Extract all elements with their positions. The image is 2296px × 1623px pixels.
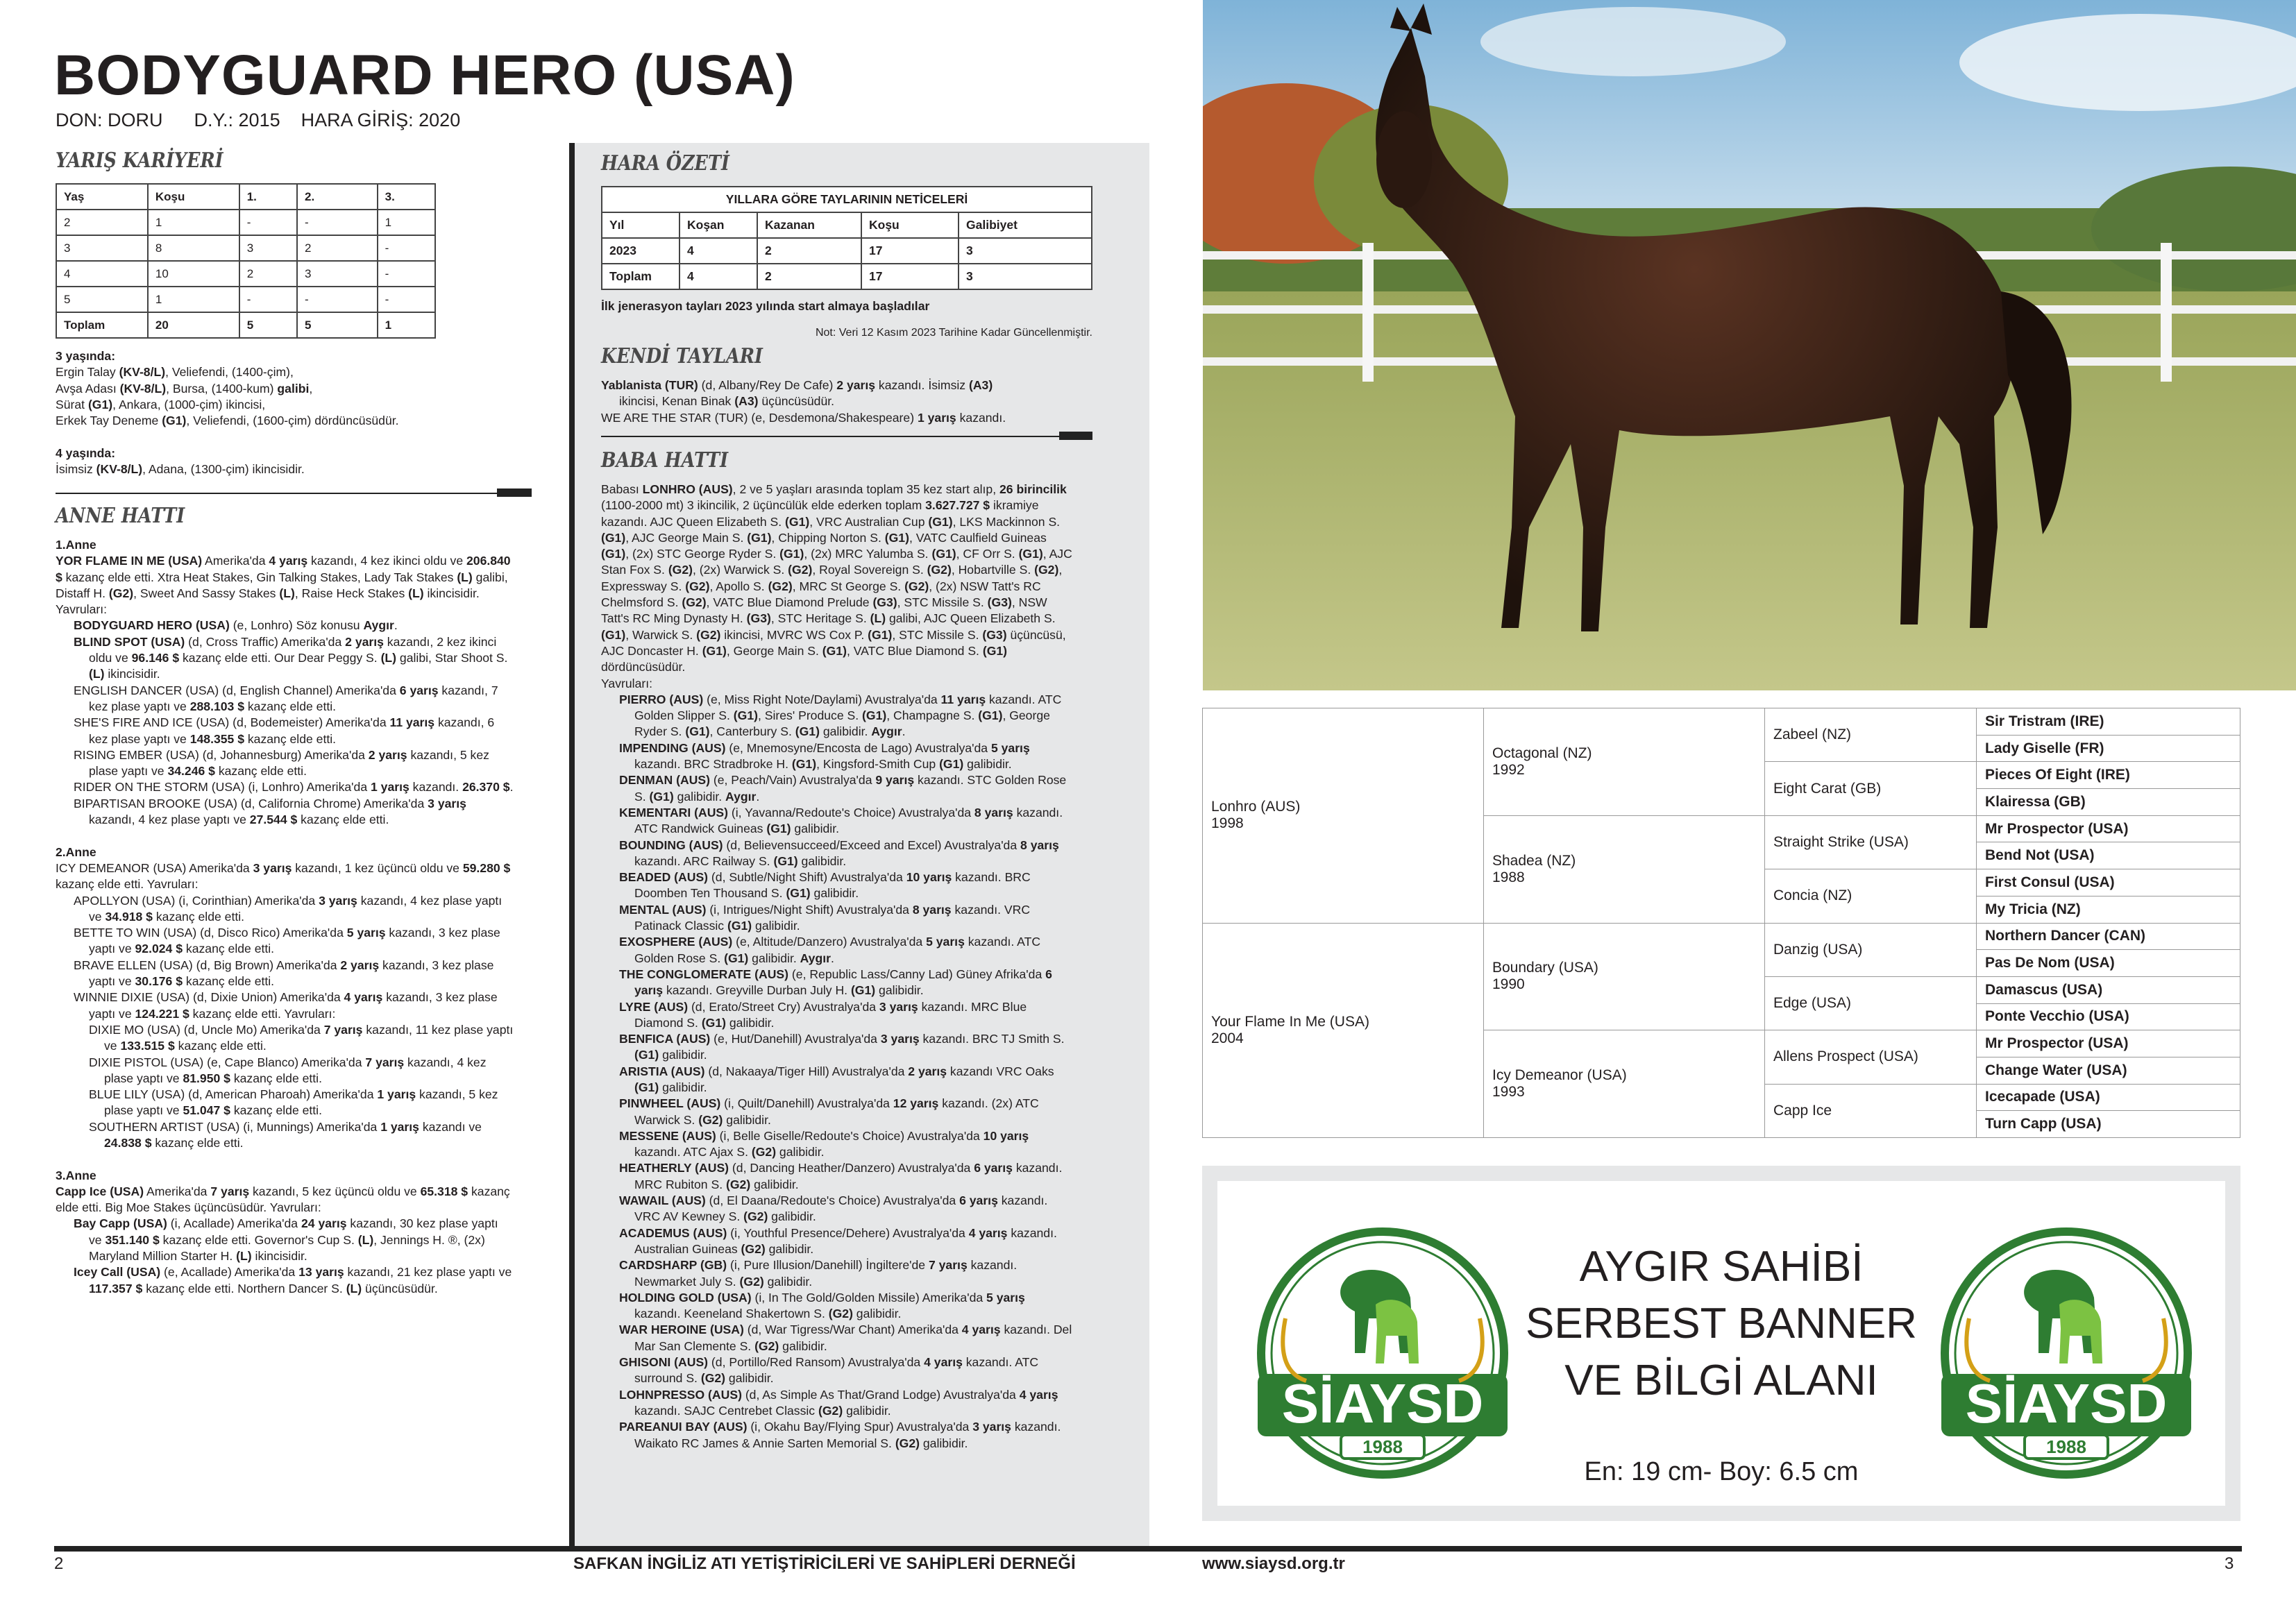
pedigree-gen4: My Tricia (NZ) xyxy=(1977,896,2240,923)
pedigree-gen4: Klairessa (GB) xyxy=(1977,789,2240,816)
table-row: 4 10 2 3 - xyxy=(56,261,435,287)
pedigree-gen1-dam: Your Flame In Me (USA) 2004 xyxy=(1203,923,1484,1138)
pedigree-gen4: Northern Dancer (CAN) xyxy=(1977,923,2240,950)
pedigree-gen4: Change Water (USA) xyxy=(1977,1057,2240,1084)
pedigree-gen4: Mr Prospector (USA) xyxy=(1977,1030,2240,1057)
pedigree-gen1-sire: Lonhro (AUS) 1998 xyxy=(1203,708,1484,924)
svg-text:SİAYSD: SİAYSD xyxy=(1281,1373,1484,1434)
pedigree-gen4: Pas De Nom (USA) xyxy=(1977,950,2240,977)
table-row: Toplam 4 2 17 3 xyxy=(602,264,1092,289)
banner-text: AYGIR SAHİBİ SERBEST BANNER VE BİLGİ ALANI xyxy=(1526,1243,1917,1404)
table-row: 2023 4 2 17 3 xyxy=(602,238,1092,264)
svg-text:1988: 1988 xyxy=(2046,1436,2086,1457)
banner-size: En: 19 cm- Boy: 6.5 cm xyxy=(1584,1457,1859,1486)
pedigree-gen3: Concia (NZ) xyxy=(1765,869,1977,923)
first-gen-note: İlk jenerasyon tayları 2023 yılında start almaya başladılar xyxy=(601,299,930,313)
divider xyxy=(601,436,1092,437)
stud-table: YILLARA GÖRE TAYLARININ NETİCELERİ Yıl Koşan Kazanan Koşu Galibiyet 2023 4 2 17 3 Toplam 4 2 17 3 xyxy=(601,186,1092,290)
note-line: 3 yaşında: xyxy=(56,349,116,363)
pedigree-gen3: Capp Ice xyxy=(1765,1084,1977,1137)
note-line: Sürat (G1), Ankara, (1000-çim) ikincisi, xyxy=(56,397,266,411)
page-number-left: 2 xyxy=(54,1554,64,1573)
dam-line-text: 1.Anne YOR FLAME IN ME (USA) Amerika'da 4 yarış kazandı, 4 kez ikinci oldu ve 206.840 $ kazanç elde etti. Xtra Heat Stakes, Gin Talking Stakes, Lady Tak Stakes (L) galibi, Distaff H. (G2), Sweet And Sassy Stakes (L), Raise Heck Stakes (L) ikincisidir. Yavruları: BODYGUARD HERO (USA) (e, Lonhro) Söz konusu Aygır. BLIND SPOT (USA) (d, Cross Traffic) Amerika'da 2 yarış kazandı, 2 kez ikinci oldu ve 96.146 $ kazanç elde etti. Our Dear Peggy S. (L) galibi, Star Shoot S. (L) ikincisidir. ENGLISH DANCER (USA) (d, English Channel) Amerika'da 6 yarış kazandı, 7 kez plase yaptı ve 288.103 $ kazanç elde etti. SHE'S FIRE AND ICE (USA) (d, Bodemeister) Amerika'da 11 yarış kazandı, 6 kez plase yaptı ve 148.355 $ kazanç elde etti. RISING EMBER (USA) (d, Johannesburg) Amerika'da 2 yarış kazandı, 5 kez plase yaptı ve 34.246 $ kazanç elde etti. RIDER ON THE STORM (USA) (i, Lonhro) Amerika'da 1 yarış kazandı. 26.370 $. BIPARTISAN BROOKE (USA) (d, California Chrome) Amerika'da 3 yarış kazandı, 4 kez plase yaptı ve 27.544 $ kazanç elde etti. 2.Anne ICY DEMEANOR (USA) Amerika'da 3 yarış kazandı, 1 kez üçüncü oldu ve 59.280 $ kazanç elde etti. Yavruları: APOLLYON (USA) (i, Corinthian) Amerika'da 3 yarış kazandı, 4 kez plase yaptı ve 34.918 $ kazanç elde etti. BETTE TO WIN (USA) (d, Disco Rico) Amerika'da 5 yarış kazandı, 3 kez plase yaptı ve 92.024 $ kazanç elde etti. BRAVE ELLEN (USA) (d, Big Brown) Amerika'da 2 yarış kazandı, 3 kez plase yaptı ve 30.176 $ kazanç elde etti. WINNIE DIXIE (USA) (d, Dixie Union) Amerika'da 4 yarış kazandı, 3 kez plase yaptı ve 124.221 $ kazanç elde etti. Yavruları: DIXIE MO (USA) (d, Uncle Mo) Amerika'da 7 yarış kazandı, 11 kez plase yaptı ve 133.515 $ kazanç elde etti. DIXIE PISTOL (USA) (e, Cape Blanco) Amerika'da 7 yarış kazandı, 4 kez plase yaptı ve 81.950 $ kazanç elde etti. BLUE LILY (USA) (d, American Pharoah) Amerika'da 1 yarış kazandı, 5 kez plase yaptı ve 51.047 $ kazanç elde etti. SOUTHERN ARTIST (USA) (i, Munnings) Amerika'da 1 yarış kazandı ve 24.838 $ kazanç elde etti. 3.Anne Capp Ice (USA) Amerika'da 7 yarış kazandı, 5 kez üçüncü oldu ve 65.318 $ kazanç elde etti. Big Moe Stakes üçüncüsüdür. Yavruları: Bay Capp (USA) (i, Acallade) Amerika'da 24 yarış kazandı, 30 kez plase yaptı ve 351.140 $ kazanç elde etti. Governor's Cup S. (L), Jennings H. ®, (2x) Maryland Million Starter H. (L) ikincisidir. Icey Call (USA) (e, Acallade) Amerika'da 13 yarış kazandı, 21 kez plase yaptı ve 117.357 $ kazanç elde etti. Northern Dancer S. (L) üçüncüsüdür. xyxy=(56,538,514,1295)
table-row: 5 1 - - - xyxy=(56,287,435,312)
racing-table xyxy=(56,183,436,339)
table-header-row: Yaş Koşu 1. 2. 3. xyxy=(56,184,435,210)
pedigree-gen2: Boundary (USA) 1990 xyxy=(1484,923,1765,1030)
pedigree-gen2: Icy Demeanor (USA) 1993 xyxy=(1484,1030,1765,1138)
page-number-right: 3 xyxy=(2225,1554,2234,1573)
horse-photo xyxy=(1203,0,2296,690)
svg-text:1988: 1988 xyxy=(1362,1436,1403,1457)
footer-url[interactable]: www.siaysd.org.tr xyxy=(1202,1554,1345,1573)
pedigree-gen4: Damascus (USA) xyxy=(1977,976,2240,1003)
racing-notes xyxy=(56,348,527,477)
pedigree-gen2: Octagonal (NZ) 1992 xyxy=(1484,708,1765,816)
page-title: BODYGUARD HERO (USA) xyxy=(54,44,795,107)
pedigree-gen3: Eight Carat (GB) xyxy=(1765,762,1977,815)
banner-area xyxy=(1202,1166,2240,1521)
own-foals-text: Yablanista (TUR) (d, Albany/Rey De Cafe) 2 yarış kazandı. İsimsiz (A3) ikincisi, Kenan Binak (A3) üçüncüsüdür. WE ARE THE STAR (TUR) (e, Desdemona/Shakespeare) 1 yarış kazandı. xyxy=(601,378,1006,425)
racing-heading: YARIŞ KARİYERİ xyxy=(56,148,223,173)
pedigree-table xyxy=(1202,708,2240,1138)
column-divider xyxy=(569,143,575,1549)
siaysd-logo-right xyxy=(1927,1214,2205,1492)
pedigree-gen4: Ponte Vecchio (USA) xyxy=(1977,1003,2240,1030)
table-row: 2 1 - - 1 xyxy=(56,210,435,235)
table-total-row: Toplam 20 5 5 1 xyxy=(56,312,435,338)
table-row: 3 8 3 2 - xyxy=(56,235,435,261)
note-line: 4 yaşında: xyxy=(56,445,116,460)
pedigree-gen4: Bend Not (USA) xyxy=(1977,842,2240,869)
stud-summary-heading: HARA ÖZETİ xyxy=(601,151,729,176)
footer-org: SAFKAN İNGİLİZ ATI YETİŞTİRİCİLERİ VE SAHİPLERİ DERNEĞİ xyxy=(573,1554,1076,1573)
pedigree-gen3: Allens Prospect (USA) xyxy=(1765,1030,1977,1084)
sire-line-text: Babası LONHRO (AUS), 2 ve 5 yaşları arasında toplam 35 kez start alıp, 26 birincilik (1100-2000 mt) 3 ikincilik, 2 üçüncülük elde ederken toplam 3.627.727 $ ikramiye kazandı. AJC Queen Elizabeth S. (G1), VRC Australian Cup (G1), LKS Mackinnon S. (G1), AJC George Main S. (G1), Chipping Norton S. (G1), VATC Caulfield Guineas (G1), (2x) STC George Ryder S. (G1), (2x) MRC Yalumba S. (G1), CF Orr S. (G1), AJC Stan Fox S. (G2), (2x) Warwick S. (G2), Royal Sovereign S. (G2), Hobartville S. (G2), Expressway S. (G2), Apollo S. (G2), MRC St George S. (G2), (2x) NSW Tatt's RC Chelmsford S. (G2), VATC Blue Diamond Prelude (G3), STC Missile S. (G3), NSW Tatt's RC Ming Dynasty H. (G3), STC Heritage S. (L) galibi, AJC Queen Elizabeth S. (G1), Warwick S. (G2) ikincisi, MVRC WS Cox P. (G1), STC Missile S. (G3) üçüncüsü, AJC Doncaster H. (G1), George Main S. (G1), VATC Blue Diamond S. (G1) dördüncüsüdür. Yavruları: PIERRO (AUS) (e, Miss Right Note/Daylami) Avustralya'da 11 yarış kazandı. ATC Golden Slipper S. (G1), Sires' Produce S. (G1), Champagne S. (G1), George Ryder S. (G1), Canterbury S. (G1) galibidir. Aygır. IMPENDING (AUS) (e, Mnemosyne/Encosta de Lago) Avustralya'da 5 yarış kazandı. BRC Stradbroke H. (G1), Kingsford-Smith Cup (G1) galibidir. DENMAN (AUS) (e, Peach/Vain) Avustralya'da 9 yarış kazandı. STC Golden Rose S. (G1) galibidir. Aygır. KEMENTARI (AUS) (i, Yavanna/Redoute's Choice) Avustralya'da 8 yarış kazandı. ATC Randwick Guineas (G1) galibidir. BOUNDING (AUS) (d, Believensucceed/Exceed and Excel) Avustralya'da 8 yarış kazandı. ARC Railway S. (G1) galibidir. BEADED (AUS) (d, Subtle/Night Shift) Avustralya'da 10 yarış kazandı. BRC Doomben Ten Thousand S. (G1) galibidir. MENTAL (AUS) (i, Intrigues/Night Shift) Avustralya'da 8 yarış kazandı. VRC Patinack Classic (G1) galibidir. EXOSPHERE (AUS) (e, Altitude/Danzero) Avustralya'da 5 yarış kazandı. ATC Golden Rose S. (G1) galibidir. Aygır. THE CONGLOMERATE (AUS) (e, Republic Lass/Canny Lad) Güney Afrika'da 6 yarış kazandı. Greyville Durban July H. (G1) galibidir. LYRE (AUS) (d, Erato/Street Cry) Avustralya'da 3 yarış kazandı. MRC Blue Diamond S. (G1) galibidir. BENFICA (AUS) (e, Hut/Danehill) Avustralya'da 3 yarış kazandı. BRC TJ Smith S. (G1) galibidir. ARISTIA (AUS) (d, Nakaaya/Tiger Hill) Avustralya'da 2 yarış kazandı VRC Oaks (G1) galibidir. PINWHEEL (AUS) (i, Quilt/Danehill) Avustralya'da 12 yarış kazandı. (2x) ATC Warwick S. (G2) galibidir. MESSENE (AUS) (i, Belle Giselle/Redoute's Choice) Avustralya'da 10 yarış kazandı. ATC Ajax S. (G2) galibidir. HEATHERLY (AUS) (d, Dancing Heather/Danzero) Avustralya'da 6 yarış kazandı. MRC Rubiton S. (G2) galibidir. WAWAIL (AUS) (d, El Daana/Redoute's Choice) Avustralya'da 6 yarış kazandı. VRC AV Kewney S. (G2) galibidir. ACADEMUS (AUS) (i, Youthful Presence/Dehere) Avustralya'da 4 yarış kazandı. Australian Guineas (G2) galibidir. CARDSHARP (GB) (i, Pure Illusion/Danehill) İngiltere'de 7 yarış kazandı. Newmarket July S. (G2) galibidir. HOLDING GOLD (USA) (i, In The Gold/Golden Missile) Amerika'da 5 yarış kazandı. Keeneland Shakertown S. (G2) galibidir. WAR HEROINE (USA) (d, War Tigress/War Chant) Amerika'da 4 yarış kazandı. Del Mar San Clemente S. (G2) galibidir. GHISONI (AUS) (d, Portillo/Red Ransom) Avustralya'da 4 yarış kazandı. ATC surround S. (G2) galibidir. LOHNPRESSO (AUS) (d, As Simple As That/Grand Lodge) Avustralya'da 4 yarış kazandı. SAJC Centrebet Classic (G2) galibidir. PAREANUI BAY (AUS) (i, Okahu Bay/Flying Spur) Avustralya'da 3 yarış kazandı. Waikato RC James & Annie Sarten Memorial S. (G2) galibidir. xyxy=(601,482,1072,1450)
divider-tab xyxy=(497,488,532,497)
siaysd-logo-left xyxy=(1244,1214,1521,1492)
pedigree-gen4: Pieces Of Eight (IRE) xyxy=(1977,762,2240,789)
note-line: Ergin Talay (KV-8/L), Veliefendi, (1400-çim), xyxy=(56,365,294,380)
note-line: Erkek Tay Deneme (G1), Veliefendi, (1600-çim) dördüncüsüdür. xyxy=(56,414,399,428)
pedigree-gen4: Sir Tristram (IRE) xyxy=(1977,708,2240,736)
pedigree-gen3: Zabeel (NZ) xyxy=(1765,708,1977,762)
pedigree-gen4: Icecapade (USA) xyxy=(1977,1084,2240,1111)
note-line xyxy=(56,429,527,445)
pedigree-gen4: Turn Capp (USA) xyxy=(1977,1111,2240,1138)
horse-info: DON: DORU D.Y.: 2015 HARA GİRİŞ: 2020 xyxy=(56,110,461,130)
pedigree-gen3: Danzig (USA) xyxy=(1765,923,1977,976)
svg-text:SİAYSD: SİAYSD xyxy=(1965,1373,2168,1434)
pedigree-gen4: First Consul (USA) xyxy=(1977,869,2240,897)
own-foals-heading: KENDİ TAYLARI xyxy=(601,344,763,368)
divider-tab xyxy=(1059,432,1092,440)
divider xyxy=(56,493,500,494)
update-note: Not: Veri 12 Kasım 2023 Tarihine Kadar Güncellenmiştir. xyxy=(815,327,1092,339)
pedigree-gen3: Edge (USA) xyxy=(1765,976,1977,1030)
pedigree-gen4: Lady Giselle (FR) xyxy=(1977,735,2240,762)
pedigree-gen4: Mr Prospector (USA) xyxy=(1977,815,2240,842)
dam-line-heading: ANNE HATTI xyxy=(56,504,185,528)
note-line: İsimsiz (KV-8/L), Adana, (1300-çim) ikincisidir. xyxy=(56,462,305,477)
pedigree-gen2: Shadea (NZ) 1988 xyxy=(1484,815,1765,923)
sire-line-heading: BABA HATTI xyxy=(601,448,729,473)
pedigree-gen3: Straight Strike (USA) xyxy=(1765,815,1977,869)
note-line: Avşa Adası (KV-8/L), Bursa, (1400-kum) galibi, xyxy=(56,381,313,396)
footer-rule xyxy=(54,1546,2242,1552)
